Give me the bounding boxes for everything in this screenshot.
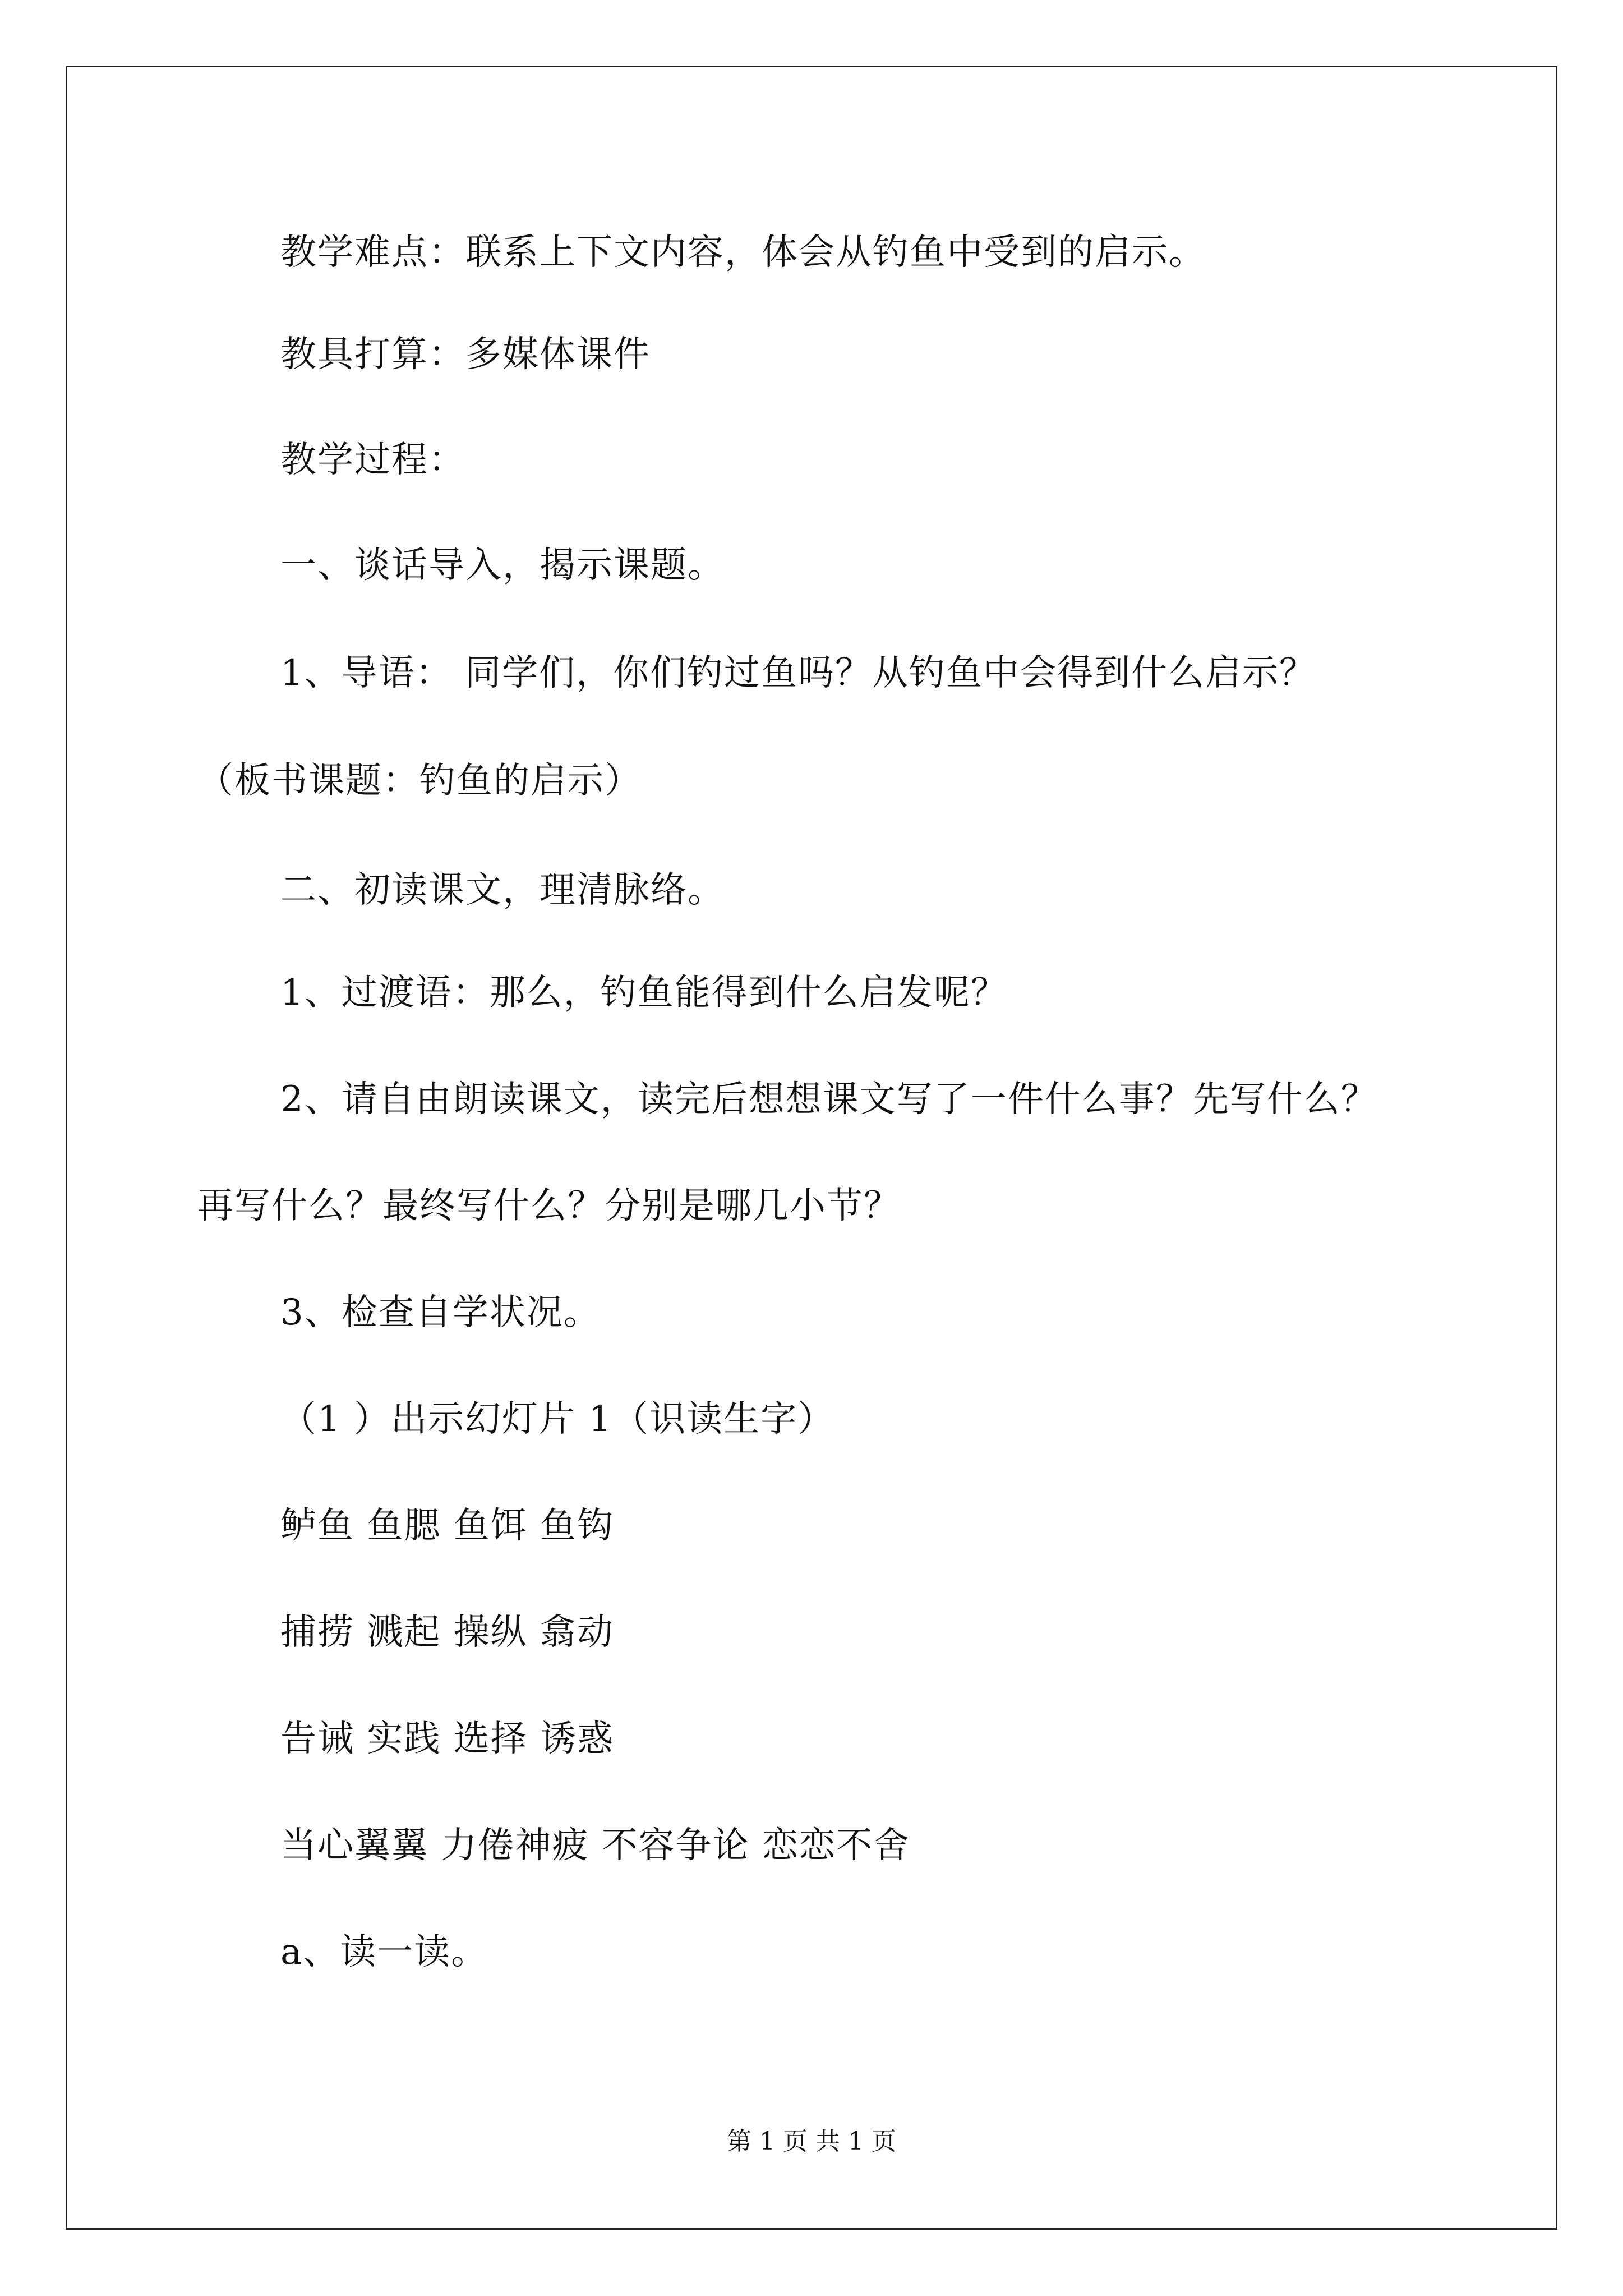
text-line: 告诫 实践 选择 诱惑 xyxy=(280,1718,615,1760)
text-line: 3、检查自学状况。 xyxy=(280,1292,601,1333)
text-line: 一、谈话导入，揭示课题。 xyxy=(280,545,725,586)
text-line: 二、初读课文，理清脉络。 xyxy=(280,869,725,911)
page-footer: 第 1 页 共 1 页 xyxy=(727,2127,896,2156)
text-line: 鲈鱼 鱼腮 鱼饵 鱼钩 xyxy=(280,1505,615,1547)
text-line: 2、请自由朗读课文，读完后想想课文写了一件什么事？先写什么？ xyxy=(280,1079,1378,1120)
text-line: 捕捞 溅起 操纵 翕动 xyxy=(280,1612,615,1653)
text-line: 教学难点：联系上下文内容，体会从钓鱼中受到的启示。 xyxy=(280,232,1206,273)
text-line: （板书课题：钓鱼的启示） xyxy=(197,760,642,802)
text-line: a、读一读。 xyxy=(280,1931,488,1973)
text-line: 当心翼翼 力倦神疲 不容争论 恋恋不舍 xyxy=(280,1825,911,1866)
page-border xyxy=(66,66,1557,2230)
text-line: 1、导语： 同学们，你们钓过鱼吗？从钓鱼中会得到什么启示？ xyxy=(280,652,1317,694)
text-line: 再写什么？最终写什么？分别是哪几小节？ xyxy=(197,1185,901,1227)
text-line: 教学过程： xyxy=(280,439,465,481)
text-line: （1 ）出示幻灯片 1（识读生字） xyxy=(280,1398,835,1440)
text-line: 1、过渡语：那么，钓鱼能得到什么启发呢？ xyxy=(280,972,1008,1014)
text-line: 教具打算：多媒体课件 xyxy=(280,334,651,375)
